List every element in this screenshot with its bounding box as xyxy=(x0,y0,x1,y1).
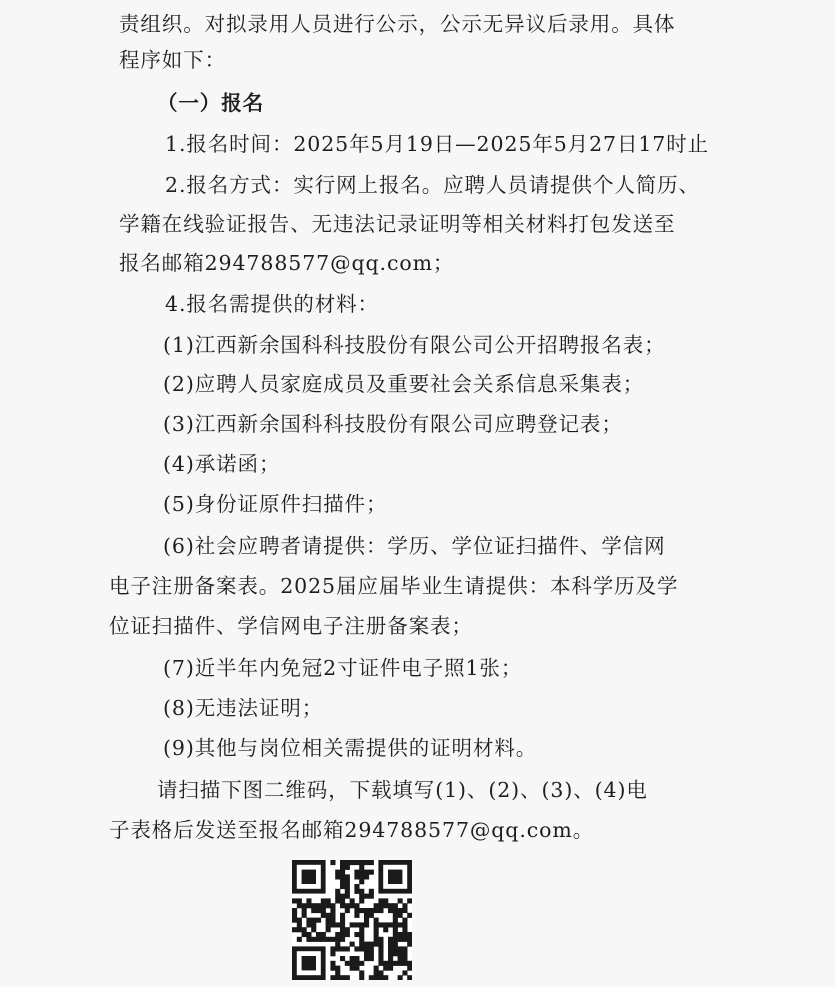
paragraph-line: 2.报名方式：实行网上报名。应聘人员请提供个人简历、 xyxy=(165,173,700,197)
qr-code-icon[interactable] xyxy=(292,860,412,980)
paragraph-line: 子表格后发送至报名邮箱294788577@qq.com。 xyxy=(109,818,595,842)
paragraph-line: 程序如下： xyxy=(119,48,226,72)
paragraph-line: 报名邮箱294788577@qq.com； xyxy=(119,251,455,275)
list-item: (7)近半年内免冠2寸证件电子照1张； xyxy=(163,656,523,680)
paragraph-line: 请扫描下图二维码，下载填写(1)、(2)、(3)、(4)电 xyxy=(157,778,648,802)
list-item: (3)江西新余国科科技股份有限公司应聘登记表； xyxy=(163,412,623,436)
list-item: (8)无违法证明； xyxy=(163,696,324,720)
list-item: (4)承诺函； xyxy=(163,452,281,476)
paragraph-line: 位证扫描件、学信网电子注册备案表； xyxy=(109,614,473,638)
list-item: (1)江西新余国科科技股份有限公司公开招聘报名表； xyxy=(163,333,666,357)
list-item: (9)其他与岗位相关需提供的证明材料。 xyxy=(163,736,538,760)
list-item: (5)身份证原件扫描件； xyxy=(163,492,388,516)
paragraph-line: 1.报名时间：2025年5月19日—2025年5月27日17时止 xyxy=(165,132,710,156)
paragraph-line: 电子注册备案表。2025届应届毕业生请提供：本科学历及学 xyxy=(109,574,679,598)
paragraph-line: 4.报名需提供的材料： xyxy=(165,292,379,316)
list-item: (2)应聘人员家庭成员及重要社会关系信息采集表； xyxy=(163,372,645,396)
section-heading: （一）报名 xyxy=(157,91,264,115)
list-item: (6)社会应聘者请提供：学历、学位证扫描件、学信网 xyxy=(163,534,666,558)
paragraph-line: 学籍在线验证报告、无违法记录证明等相关材料打包发送至 xyxy=(119,212,676,236)
paragraph-line: 责组织。对拟录用人员进行公示，公示无异议后录用。具体 xyxy=(119,12,676,36)
